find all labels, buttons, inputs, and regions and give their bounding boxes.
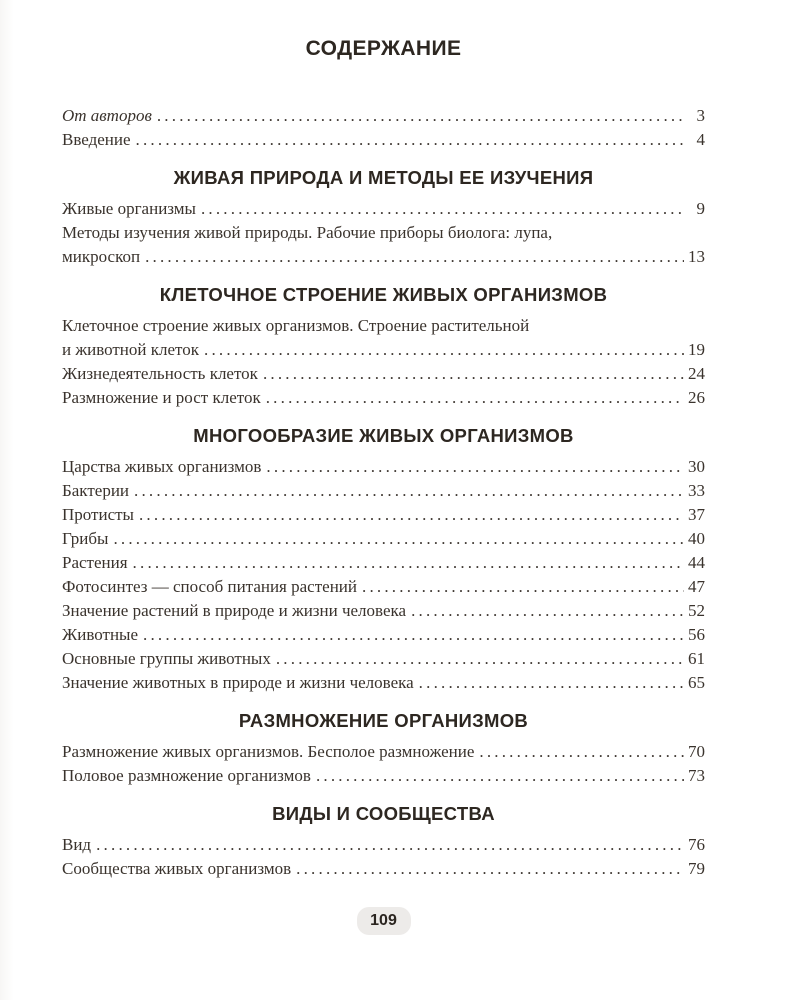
toc-entry-text: Грибы [62, 529, 109, 548]
dot-leader [133, 551, 684, 575]
toc-entry-text: Жизнедеятельность клеток [62, 364, 258, 383]
toc-entry-text: Половое размножение организмов [62, 766, 311, 785]
dot-leader [145, 245, 684, 269]
toc-entry [62, 833, 705, 857]
toc-entry [62, 314, 705, 362]
toc-entry [62, 503, 705, 527]
toc-entry-page-number: 24 [688, 364, 705, 383]
toc-entry-text: Протисты [62, 505, 134, 524]
toc-entry-text: Размножение живых организмов. Бесполое размножение [62, 742, 475, 761]
toc-entry-page-number: 40 [688, 529, 705, 548]
toc-entry-page-number: 3 [696, 106, 705, 125]
toc-entry-page-number: 61 [688, 649, 705, 668]
toc-entry [62, 104, 705, 128]
toc-entry-text: Введение [62, 130, 131, 149]
dot-leader [296, 857, 684, 881]
toc-entry [62, 197, 705, 221]
toc-entry [62, 221, 705, 269]
toc-entry [62, 671, 705, 695]
dot-leader [316, 764, 684, 788]
toc-entry-page-number: 30 [688, 457, 705, 476]
toc-entry-page-number: 76 [688, 835, 705, 854]
toc-entry-text: От авторов [62, 106, 152, 125]
dot-leader [263, 362, 684, 386]
section-heading: МНОГООБРАЗИЕ ЖИВЫХ ОРГАНИЗМОВ [193, 425, 574, 446]
toc-entry [62, 455, 705, 479]
dot-leader [276, 647, 684, 671]
section-heading: ВИДЫ И СООБЩЕСТВА [272, 803, 495, 824]
toc-entry-text: Растения [62, 553, 128, 572]
dot-leader [266, 386, 684, 410]
toc-entry-page-number: 13 [688, 247, 705, 266]
toc-entry-text: Бактерии [62, 481, 130, 500]
toc-entry-text: Клеточное строение живых организмов. Строение растительной [62, 316, 530, 335]
dot-leader [96, 833, 684, 857]
dot-leader [266, 455, 684, 479]
dot-leader [362, 575, 684, 599]
dot-leader [113, 527, 684, 551]
toc-entry-page-number: 47 [688, 577, 705, 596]
toc-entry [62, 623, 705, 647]
section-heading: ЖИВАЯ ПРИРОДА И МЕТОДЫ ЕЕ ИЗУЧЕНИЯ [173, 167, 594, 188]
toc-entry-page-number: 65 [688, 673, 705, 692]
dot-leader [136, 128, 684, 152]
toc-entry [62, 362, 705, 386]
toc-entry-page-number: 70 [688, 742, 705, 761]
page-title: СОДЕРЖАНИЕ [305, 37, 462, 60]
dot-leader [157, 104, 684, 128]
toc-entry-page-number: 9 [696, 199, 705, 218]
toc-entry-text: Сообщества живых организмов [62, 859, 292, 878]
section-heading: КЛЕТОЧНОЕ СТРОЕНИЕ ЖИВЫХ ОРГАНИЗМОВ [159, 284, 608, 305]
toc-entry-text: Живые организмы [62, 199, 196, 218]
toc-entry-page-number: 44 [688, 553, 705, 572]
dot-leader [419, 671, 684, 695]
toc-entry-text: Значение растений в природе и жизни человека [62, 601, 407, 620]
toc-entry [62, 857, 705, 881]
toc-entry-page-number: 79 [688, 859, 705, 878]
toc-entry-page-number: 4 [696, 130, 705, 149]
toc-entry-text: Основные группы животных [62, 649, 271, 668]
toc-entry-page-number: 73 [688, 766, 705, 785]
toc-entry-text: Методы изучения живой природы. Рабочие приборы биолога: лупа, [62, 223, 553, 242]
dot-leader [204, 338, 684, 362]
toc-entry [62, 647, 705, 671]
toc-entry-text: и животной клеток [62, 340, 200, 359]
toc-entry [62, 527, 705, 551]
toc-entry-page-number: 52 [688, 601, 705, 620]
toc-entry-text: Размножение и рост клеток [62, 388, 261, 407]
page-number-badge [357, 907, 411, 935]
toc-entry-text: Значение животных в природе и жизни человека [62, 673, 414, 692]
toc-entry-page-number: 33 [688, 481, 705, 500]
toc-entry-page-number: 19 [688, 340, 705, 359]
page-footer [62, 907, 705, 935]
dot-leader [201, 197, 684, 221]
toc-entry-text: Фотосинтез — способ питания растений [62, 577, 357, 596]
toc-entry [62, 764, 705, 788]
toc-entry [62, 575, 705, 599]
toc-entry [62, 479, 705, 503]
page-number: 109 [370, 912, 397, 929]
toc-entry-text: Животные [62, 625, 139, 644]
dot-leader [139, 503, 684, 527]
toc-entry-text: микроскоп [62, 247, 141, 266]
section-heading: РАЗМНОЖЕНИЕ ОРГАНИЗМОВ [238, 710, 529, 731]
dot-leader [479, 740, 684, 764]
toc-entry [62, 551, 705, 575]
toc-entry [62, 740, 705, 764]
toc-entry-page-number: 37 [688, 505, 705, 524]
toc-entry-page-number: 26 [688, 388, 705, 407]
toc-sections [62, 104, 705, 881]
toc-entry-text: Вид [62, 835, 92, 854]
toc-entry [62, 386, 705, 410]
toc-entry [62, 128, 705, 152]
dot-leader [411, 599, 684, 623]
toc-entry-text: Царства живых организмов [62, 457, 262, 476]
dot-leader [134, 479, 684, 503]
dot-leader [143, 623, 684, 647]
toc-entry-page-number: 56 [688, 625, 705, 644]
toc-entry [62, 599, 705, 623]
